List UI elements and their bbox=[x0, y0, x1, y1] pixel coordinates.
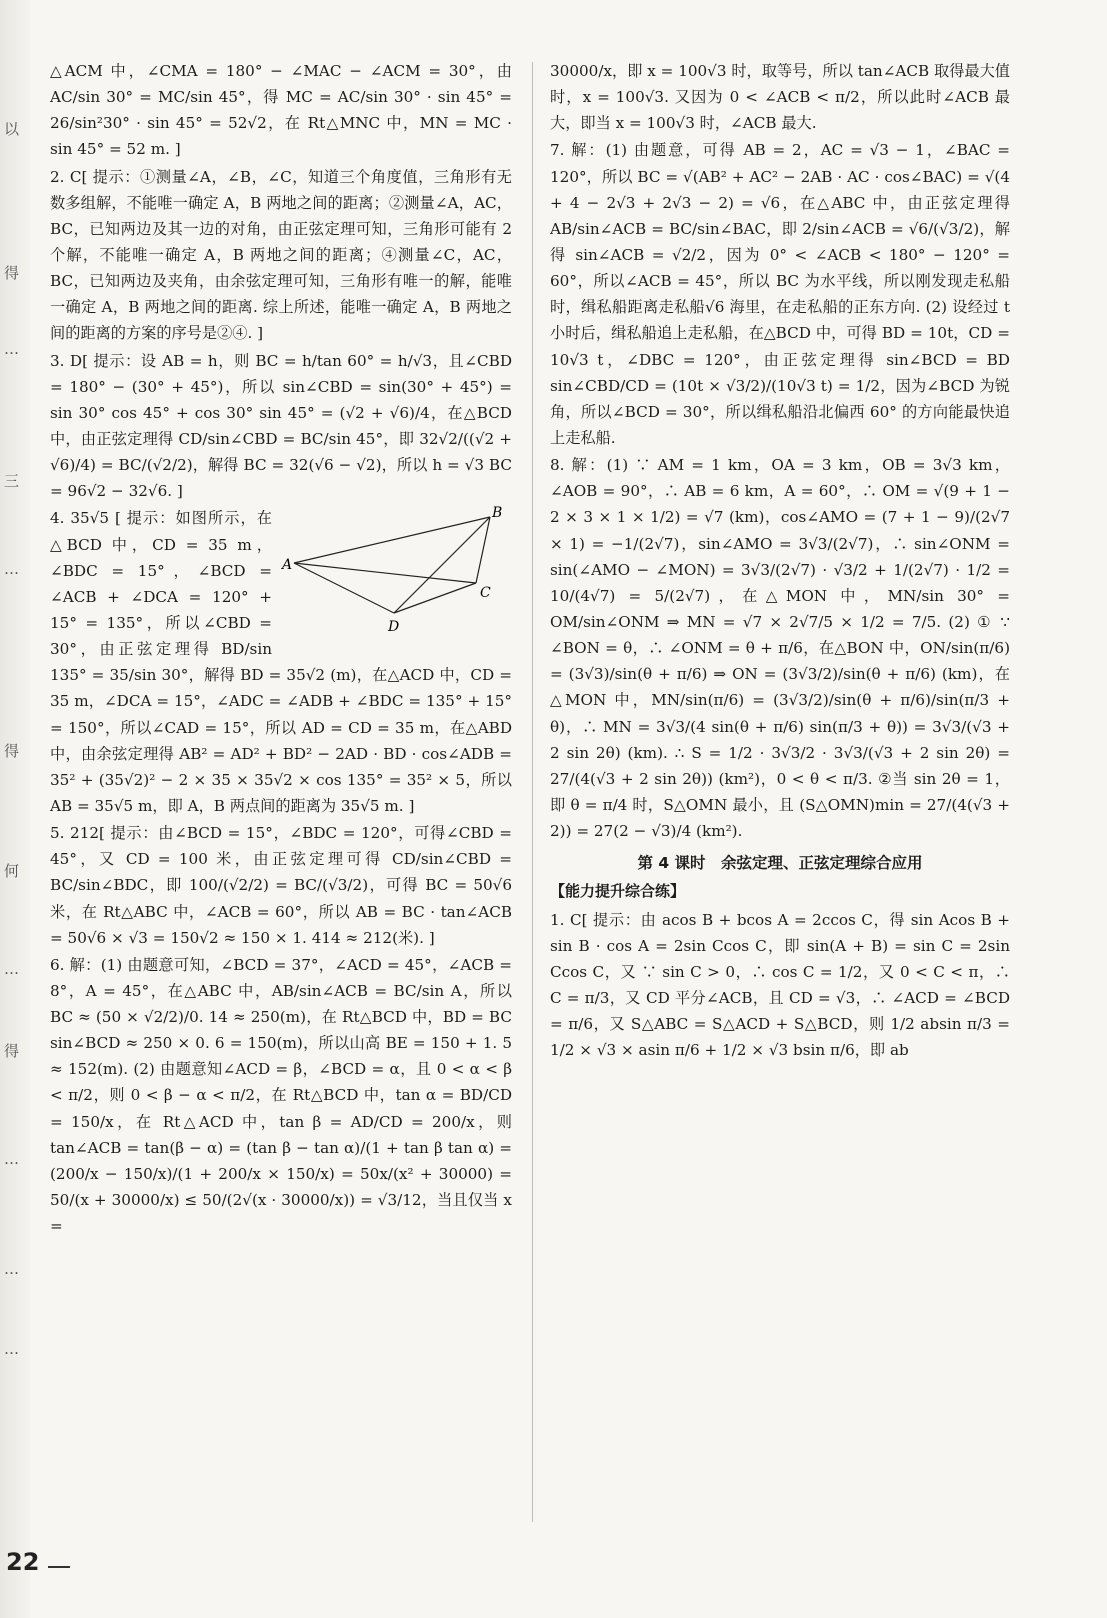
binding-char: 得 bbox=[4, 742, 20, 760]
binding-char: 以 bbox=[4, 120, 20, 138]
binding-char: … bbox=[4, 340, 19, 358]
label-c: C bbox=[480, 585, 491, 602]
left-column bbox=[50, 58, 512, 1240]
right-column bbox=[550, 58, 1010, 1065]
section-title: 第 4 课时 余弦定理、正弦定理综合应用 bbox=[637, 854, 923, 873]
triangle-figure bbox=[280, 505, 512, 643]
page-binding-margin bbox=[0, 0, 30, 1618]
binding-char: … bbox=[4, 1150, 19, 1168]
answer-item-1-section4: 1. C[ 提示：由 acos B + bcos A = 2ccos C，得 sin Acos B + sin B · cos A = 2sin Ccos C，即 sin(A + B) = sin C = 2sin Ccos C，又 ∵ sin C > 0，∴ cos C = 1/2，又 0 < C < π，∴ C = π/3，又 CD 平分∠ACB，且 CD = √3，∴ ∠ACD = ∠BCD = π/6，又 S△ABC = S△ACD + S△BCD，则 1/2 absin π/3 = 1/2 × √3 × asin π/6 + 1/2 × √3 bsin π/6，即 ab bbox=[550, 910, 1010, 1060]
answer-item-4-text: 4. 35√5 [ 提示：如图所示，在△BCD 中，CD = 35 m，∠BDC = 15°，∠BCD = ∠ACB + ∠DCA = 120° + 15° = 135°，所以∠CBD = 30°，由正弦定理得 BD/sin 135° = 35/sin 30°，解得 BD = 35√2 (m)，在△ACD 中，CD = 35 m，∠DCA = 15°，∠ADC = ∠ADB + ∠BDC = 135° + 15° = 150°，所以∠CAD = 15°，所以 AD = CD = 35 m，在△ABD 中，由余弦定理得 AB² = AD² + BD² − 2AD · BD · cos∠ADB = 35² + (35√2)² − 2 × 35 × 35√2 × cos 135° = 35² × 5，所以 AB = 35√5 m，即 A，B 两点间的距离为 35√5 m. ] bbox=[50, 509, 512, 815]
label-a: A bbox=[282, 557, 293, 574]
segment-cd bbox=[394, 583, 476, 613]
answer-item-6: 6. 解：(1) 由题意可知，∠BCD = 37°，∠ACD = 45°，∠ACB = 8°，A = 45°，在△ABC 中，AB/sin∠ACB = BC/sin A，所以 BC ≈ (50 × √2/2)/0. 14 ≈ 250(m)，在 Rt△BCD 中，BD = BC sin∠BCD ≈ 250 × 0. 6 = 150(m)，所以山高 BE = 150 + 1. 5 ≈ 152(m). (2) 由题意知∠ACD = β，∠BCD = α，且 0 < α < β < π/2，则 0 < β − α < π/2，在 Rt△BCD 中，tan α = BD/CD = 150/x，在 Rt△ACD 中，tan β = AD/CD = 200/x，则 tan∠ACB = tan(β − α) = (tan β − tan α)/(1 + tan β tan α) = (200/x − 150/x)/(1 + 200/x × 150/x) = 50x/(x² + 30000) = 50/(x + 30000/x) ≤ 50/(2√(x · 30000/x)) = √3/12，当且仅当 x = bbox=[50, 955, 512, 1236]
binding-char: … bbox=[4, 1260, 19, 1278]
answer-item-2: 2. C[ 提示：①测量∠A，∠B，∠C，知道三个角度值，三角形有无数多组解，不能唯一确定 A，B 两地之间的距离；②测量∠A，AC，BC，已知两边及其一边的对角，由正弦定理可知，三角形可能有 2 个解，不能唯一确定 A，B 两地之间的距离；④测量∠C，AC，BC，已知两边及夹角，由余弦定理可知，三角形有唯一的解，能唯一确定 A，B 两地之间的距离. 综上所述，能唯一确定 A，B 两地之间的距离的方案的序号是②④. ] bbox=[50, 167, 512, 343]
segment-bd bbox=[394, 517, 490, 613]
answer-item-3: 3. D[ 提示：设 AB = h，则 BC = h/tan 60° = h/√3，且∠CBD = 180° − (30° + 45°)，所以 sin∠CBD = sin(30° + 45°) = sin 30° cos 45° + cos 30° sin 45° = (√2 + √6)/4，在△BCD 中，由正弦定理得 CD/sin∠CBD = BC/sin 45°，即 32√2/((√2 + √6)/4) = BC/(√2/2)，解得 BC = 32(√6 − √2)，所以 h = √3 BC = 96√2 − 32√6. ] bbox=[50, 351, 512, 501]
answer-paragraph: △ACM 中，∠CMA = 180° − ∠MAC − ∠ACM = 30°，由 AC/sin 30° = MC/sin 45°，得 MC = AC/sin 30° · sin 45° = 26/sin²30° · sin 45° = 52√2，在 Rt△MNC 中，MN = MC · sin 45° = 52 m. ] bbox=[50, 62, 512, 159]
label-b: B bbox=[492, 505, 503, 522]
binding-char: 得 bbox=[4, 1042, 20, 1060]
binding-char: 得 bbox=[4, 264, 20, 282]
answer-item-5: 5. 212[ 提示：由∠BCD = 15°，∠BDC = 120°，可得∠CBD = 45°，又 CD = 100 米，由正弦定理可得 CD/sin∠CBD = BC/sin∠BDC，即 100/(√2/2) = BC/(√3/2)，可得 BC = 50√6 米，在 Rt△ABC 中，∠ACB = 60°，所以 AB = BC · tan∠ACB = 50√6 × √3 = 150√2 ≈ 150 × 1. 414 ≈ 212(米). ] bbox=[50, 824, 512, 947]
answer-item-8: 8. 解：(1) ∵ AM = 1 km，OA = 3 km，OB = 3√3 km，∠AOB = 90°，∴ AB = 6 km，A = 60°，∴ OM = √(9 + 1 − 2 × 3 × 1 × 1/2) = √7 (km)，cos∠AMO = (7 + 1 − 9)/(2√7 × 1) = −1/(2√7)，sin∠AMO = 3√3/(2√7)，∴ sin∠ONM = sin(∠AMO − ∠MON) = 3√3/(2√7) · √3/2 + 1/(2√7) · 1/2 = 10/(4√7) = 5/(2√7)，在△MON 中，MN/sin 30° = OM/sin∠ONM ⇒ MN = √7 × 2√7/5 × 1/2 = 7/5. (2) ① ∵ ∠BON = θ，∴ ∠ONM = θ + π/6，在△BON 中，ON/sin(π/6) = (3√3)/sin(θ + π/6) ⇒ ON = (3√3/2)/sin(θ + π/6) (km)，在△MON 中，MN/sin(π/6) = (3√3/2)/sin(θ + π/6)/sin(π/3 + θ)，∴ MN = 3√3/(4 sin(θ + π/6) sin(π/3 + θ)) = 3√3/(√3 + 2 sin 2θ) (km). ∴ S = 1/2 · 3√3/2 · 3√3/(√3 + 2 sin 2θ) = 27/(4(√3 + 2 sin 2θ)) (km²)，0 < θ < π/3. ②当 sin 2θ = 1，即 θ = π/4 时，S△OMN 最小，且 (S△OMN)min = 27/(4(√3 + 2)) = 27(2 − √3)/4 (km²). bbox=[550, 456, 1010, 841]
segment-ac bbox=[294, 563, 476, 583]
label-d: D bbox=[388, 619, 400, 636]
page-number-rule bbox=[48, 1566, 70, 1568]
binding-char: 三 bbox=[4, 472, 20, 490]
answer-paragraph-continued: 30000/x，即 x = 100√3 时，取等号，所以 tan∠ACB 取得最大值时，x = 100√3. 又因为 0 < ∠ACB < π/2，所以此时∠ACB 最大，即当 x = 100√3 时，∠ACB 最大. bbox=[550, 62, 1010, 133]
answer-item-4 bbox=[50, 505, 512, 819]
binding-char: 何 bbox=[4, 862, 20, 880]
binding-char: … bbox=[4, 960, 19, 978]
column-divider bbox=[532, 62, 533, 1522]
binding-char: … bbox=[4, 1340, 19, 1358]
segment-ad bbox=[294, 563, 394, 613]
binding-char: … bbox=[4, 560, 19, 578]
segment-ab bbox=[294, 517, 490, 563]
answer-item-7: 7. 解：(1) 由题意，可得 AB = 2，AC = √3 − 1，∠BAC = 120°，所以 BC = √(AB² + AC² − 2AB · AC · cos∠BAC) = √(4 + 4 − 2√3 + 2√3 − 2) = √6，在△ABC 中，由正弦定理得 AB/sin∠ACB = BC/sin∠BAC，即 2/sin∠ACB = √6/(√3/2)，解得 sin∠ACB = √2/2，因为 0° < ∠ACB < 180° − 120° = 60°，所以∠ACB = 45°，所以 BC 为水平线，所以刚发现走私船时，缉私船距离走私船√6 海里，在走私船的正东方向. (2) 设经过 t 小时后，缉私船追上走私船，在△BCD 中，可得 BD = 10t，CD = 10√3 t，∠DBC = 120°，由正弦定理得 sin∠BCD = BD sin∠CBD/CD = (10t × √3/2)/(10√3 t) = 1/2，因为∠BCD 为锐角，所以∠BCD = 30°，所以缉私船沿北偏西 60° 的方向能最快追上走私船. bbox=[550, 141, 1010, 447]
page-number: 22 bbox=[6, 1548, 40, 1576]
segment-bc bbox=[476, 517, 490, 583]
subsection-title: 【能力提升综合练】 bbox=[550, 881, 686, 900]
